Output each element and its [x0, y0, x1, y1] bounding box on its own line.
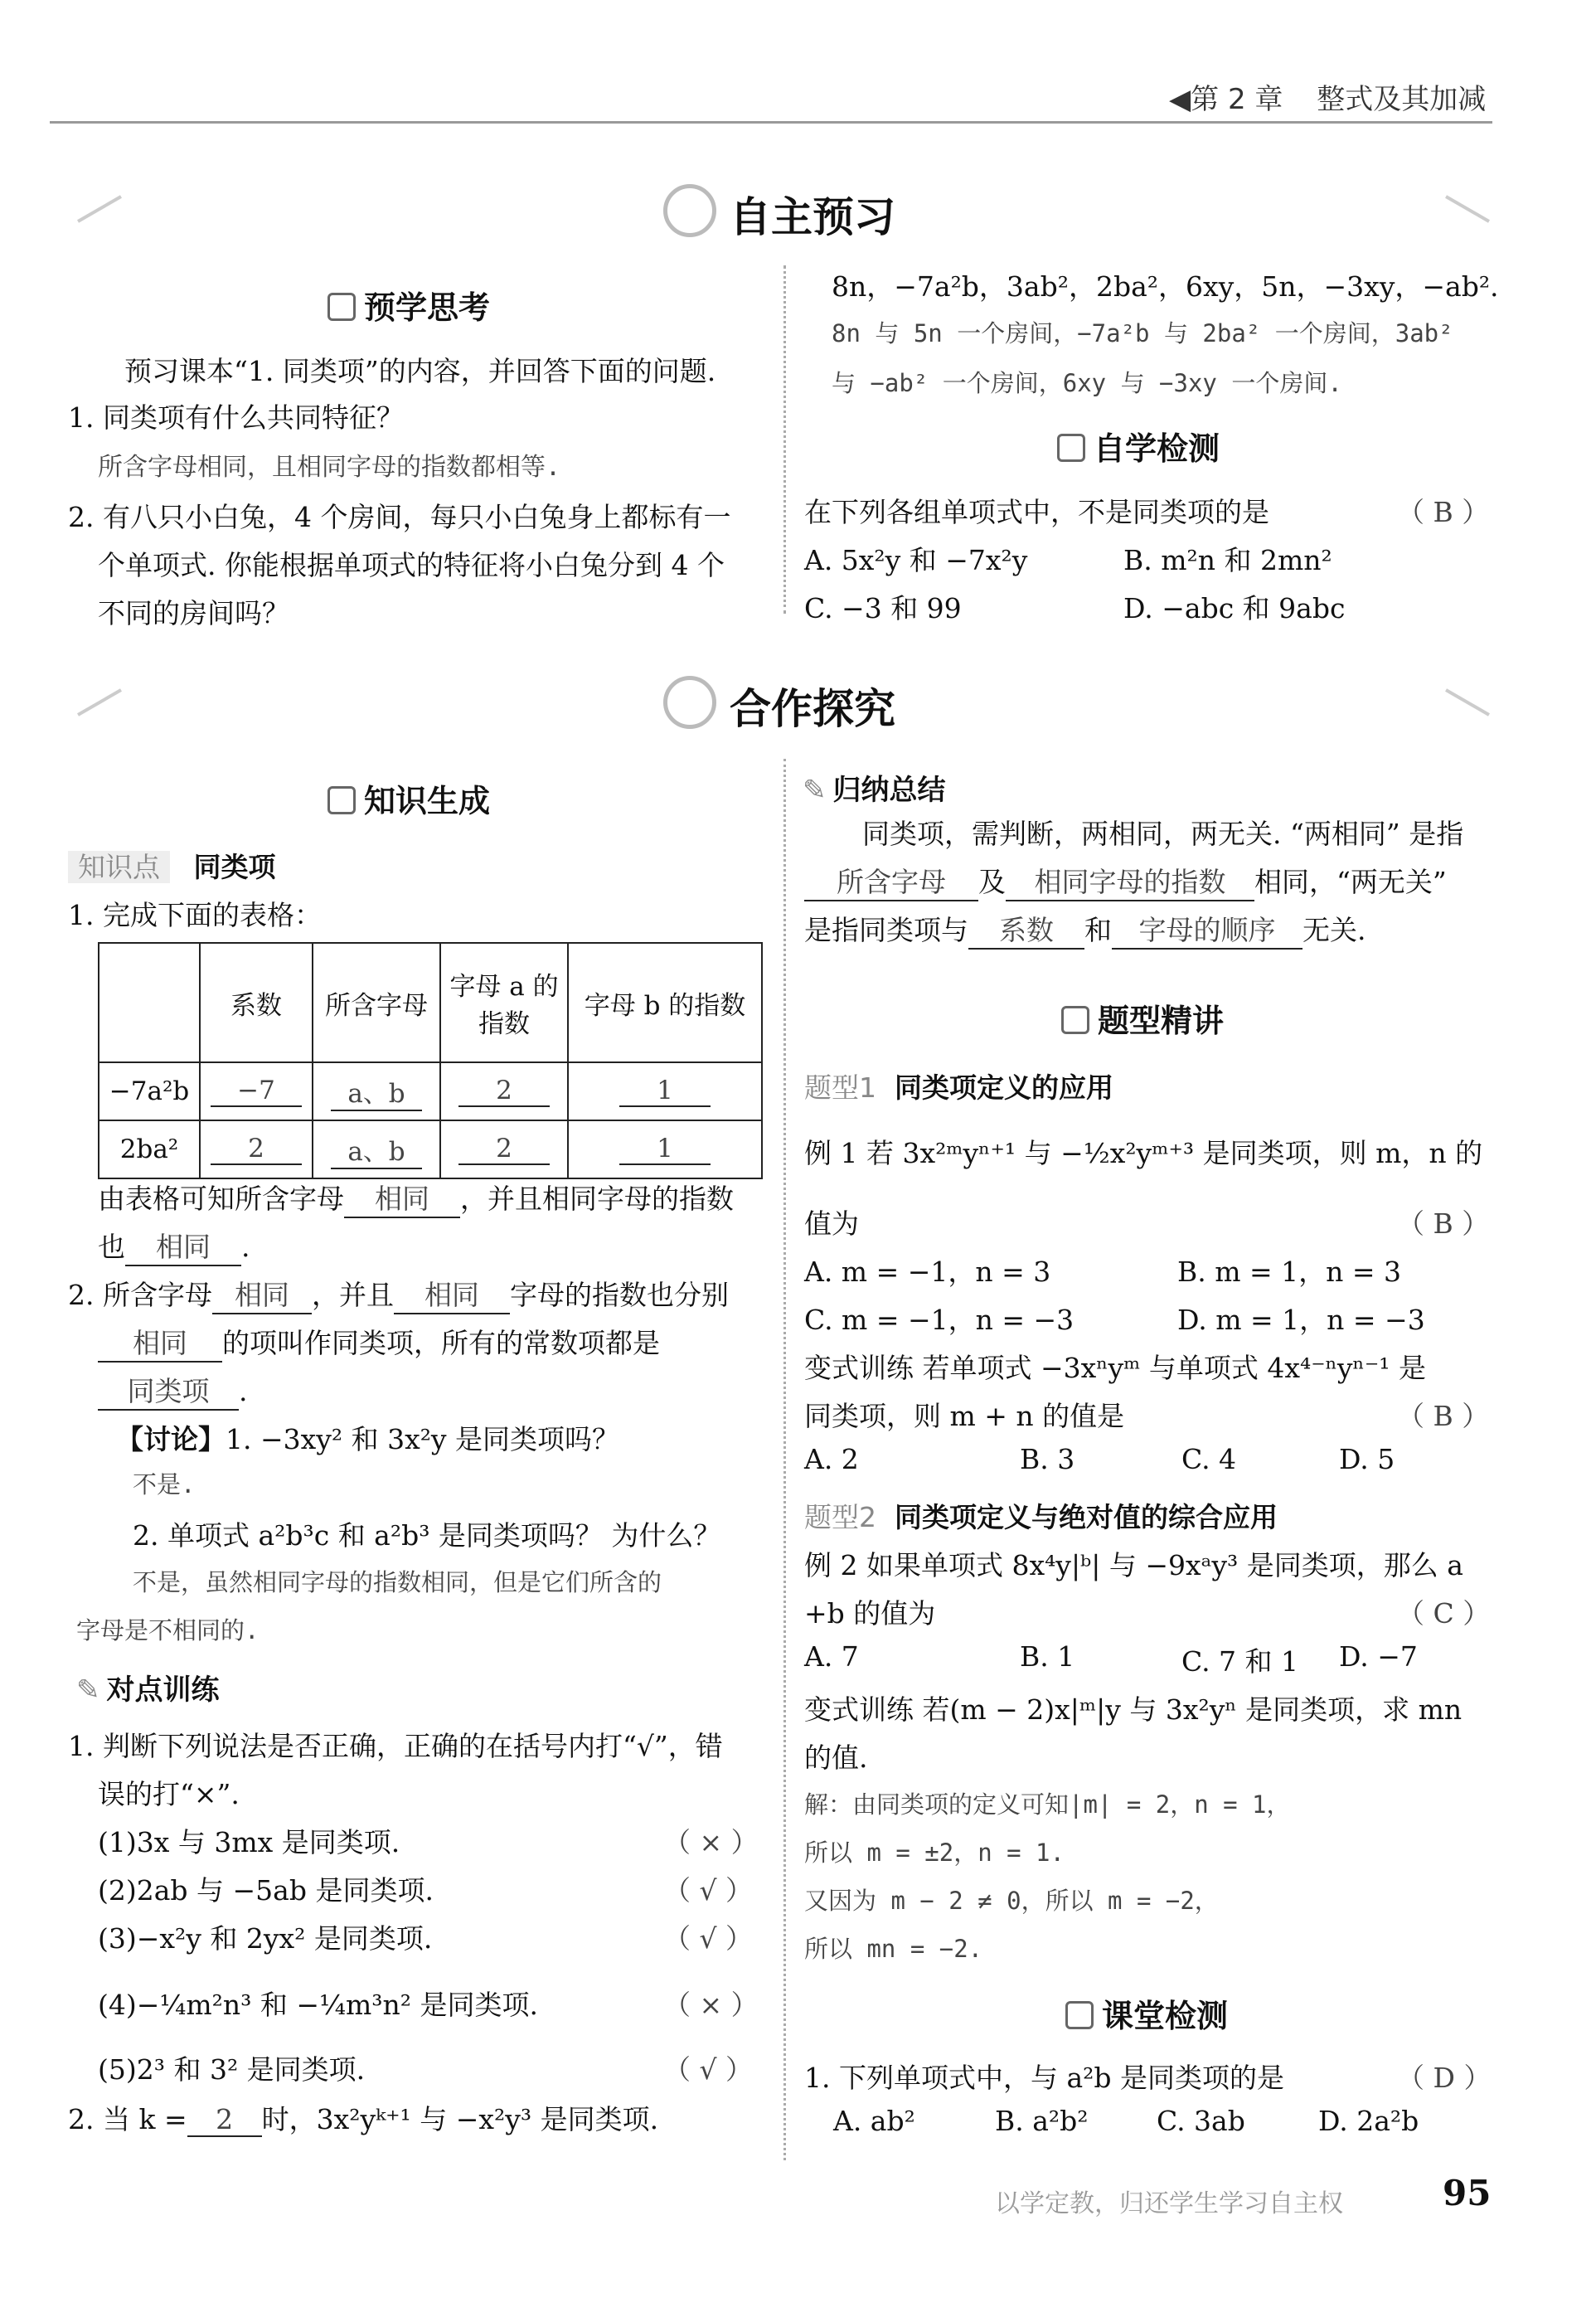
table-row — [99, 1120, 762, 1178]
discussion-1: 【讨论】1. −3xy² 和 3x²y 是同类项吗？ — [116, 1423, 620, 1455]
table-cell: −7a²b — [99, 1062, 200, 1120]
table-header-cell: 字母 a 的指数 — [440, 943, 568, 1062]
question-2-line1: 2. 所含字母 相同 ，并且 相同 字母的指数也分别 — [68, 1274, 729, 1314]
monomial-list: 8n，−7a²b，3ab²，2ba²，6xy，5n，−3xy，−ab². — [832, 270, 1499, 303]
discussion-1-answer: 不是. — [133, 1470, 196, 1499]
blank-answer: 相同字母的指数 — [1006, 861, 1254, 901]
option-c: C. 4 — [1181, 1443, 1237, 1475]
type1-heading: 题型1 同类项定义的应用 — [804, 1071, 1113, 1104]
decor-stroke — [1445, 688, 1490, 716]
summary-line1: 同类项，需判断，两相同，两无关. “两相同” 是指 — [862, 818, 1464, 850]
chapter-topic: 整式及其加减 — [1317, 83, 1487, 116]
subsection-title-knowledge: 知识生成 — [327, 775, 490, 821]
option-b: B. a²b² — [995, 2105, 1089, 2137]
table-cell-answer: 1 — [619, 1134, 711, 1165]
variant-1-line2: 同类项，则 m + n 的值是 — [804, 1400, 1125, 1432]
section-title-explore: 合作探究 — [730, 685, 895, 733]
table-header-cell — [99, 943, 200, 1062]
type-tag: 题型1 — [804, 1071, 876, 1104]
judge-mark: （ √ ） — [663, 1874, 754, 1907]
blank-answer: 相同 — [344, 1178, 460, 1218]
column-divider — [783, 759, 786, 2160]
option-a: A. ab² — [833, 2105, 915, 2137]
table-cell-answer: 1 — [619, 1076, 711, 1107]
subsection-title-summary: ✎ 归纳总结 — [803, 774, 946, 807]
pencil-icon: ✎ — [803, 774, 827, 807]
example-2-answer: （ C ） — [1397, 1597, 1491, 1630]
magnifier-icon — [663, 184, 716, 237]
question-2-line2: 个单项式. 你能根据单项式的特征将小白兔分到 4 个 — [98, 549, 725, 581]
table-question: 1. 完成下面的表格： — [68, 899, 322, 931]
question-2-line2: 相同 的项叫作同类项，所有的常数项都是 — [98, 1322, 660, 1363]
option-c: C. 3ab — [1157, 2105, 1245, 2137]
discussion-2: 2. 单项式 a²b³c 和 a²b³ 是同类项吗？ 为什么？ — [133, 1519, 721, 1552]
question-1: 1. 同类项有什么共同特征？ — [68, 401, 404, 434]
class-check-answer: （ D ） — [1397, 2062, 1492, 2094]
option-a: A. 5x²y 和 −7x²y — [804, 544, 1028, 576]
answer-1: 所含字母相同，且相同字母的指数都相等. — [98, 453, 561, 482]
knowledge-point — [68, 846, 276, 885]
table-header-cell: 所含字母 — [313, 943, 440, 1062]
like-terms-table — [98, 942, 763, 1179]
blank-answer: 系数 — [968, 909, 1084, 950]
table-cell: 2ba² — [99, 1120, 200, 1178]
solution-line3: 又因为 m − 2 ≠ 0，所以 m = −2， — [804, 1887, 1219, 1915]
column-divider — [783, 265, 786, 614]
blank-answer: 字母的顺序 — [1112, 909, 1303, 950]
solution-line1: 解：由同类项的定义可知|m| = 2，n = 1， — [804, 1790, 1291, 1819]
option-a: A. 2 — [804, 1443, 859, 1475]
lecture-icon — [1061, 1006, 1089, 1034]
table-cell-answer: 2 — [458, 1076, 550, 1107]
variant-2-line2: 的值. — [804, 1742, 868, 1774]
table-cell-answer: a、b — [331, 1072, 422, 1111]
judge-item: (3)−x²y 和 2yx² 是同类项. — [98, 1922, 433, 1955]
chapter-header — [1169, 76, 1486, 117]
blank-answer: 2 — [187, 2103, 262, 2137]
chapter-label: ◀第 2 章 — [1169, 83, 1283, 116]
judge-item: (2)2ab 与 −5ab 是同类项. — [98, 1874, 434, 1907]
option-b: B. m = 1，n = 3 — [1177, 1256, 1402, 1288]
judge-mark: （ × ） — [663, 1826, 759, 1858]
selfcheck-answer: （ B ） — [1397, 496, 1490, 528]
option-b: B. 1 — [1020, 1640, 1075, 1673]
section-title-preview: 自主预习 — [730, 193, 895, 241]
summary-line2: 所含字母 及 相同字母的指数 相同，“两无关” — [804, 861, 1447, 901]
blank-answer: 相同 — [125, 1226, 241, 1266]
summary-line3: 是指同类项与 系数 和 字母的顺序 无关. — [804, 909, 1366, 950]
blank-answer: 同类项 — [98, 1370, 239, 1411]
magnifier-icon — [663, 676, 716, 729]
blank-answer: 所含字母 — [804, 861, 978, 901]
judge-item: (5)2³ 和 3² 是同类项. — [98, 2053, 366, 2086]
table-cell-answer: −7 — [211, 1076, 302, 1107]
option-b: B. 3 — [1020, 1443, 1075, 1475]
room-answer-line2: 与 −ab² 一个房间，6xy 与 −3xy 一个房间. — [832, 369, 1342, 397]
training-q2: 2. 当 k = 2 时，3x²yᵏ⁺¹ 与 −x²y³ 是同类项. — [68, 2103, 659, 2135]
variant-1-answer: （ B ） — [1397, 1400, 1490, 1432]
subsection-title-training: ✎ 对点训练 — [76, 1673, 220, 1707]
option-a: A. 7 — [804, 1640, 859, 1673]
table-header-cell: 系数 — [200, 943, 313, 1062]
judge-mark: （ √ ） — [663, 2053, 754, 2086]
example-2-line2: +b 的值为 — [804, 1597, 936, 1630]
blank-answer: 相同 — [394, 1274, 510, 1314]
subsection-title-types: 题型精讲 — [1061, 995, 1224, 1041]
blank-answer: 相同 — [212, 1274, 312, 1314]
discussion-2-answer-line2: 字母是不相同的. — [76, 1616, 260, 1644]
table-cell-answer: 2 — [211, 1134, 302, 1165]
table-header-row — [99, 943, 762, 1062]
decor-stroke — [77, 195, 122, 222]
conclusion-line2: 也 相同 . — [98, 1226, 250, 1266]
variant-1: 变式训练 若单项式 −3xⁿyᵐ 与单项式 4x⁴⁻ⁿyⁿ⁻¹ 是 — [804, 1352, 1426, 1384]
training-q1-line2: 误的打“×”. — [98, 1778, 240, 1810]
header-rule — [50, 121, 1492, 124]
option-d: D. 5 — [1339, 1443, 1395, 1475]
pencil-icon: ✎ — [76, 1673, 100, 1707]
book-icon — [327, 786, 356, 814]
subsection-title-selfcheck: 自学检测 — [1057, 423, 1220, 469]
option-c: C. 7 和 1 — [1181, 1645, 1299, 1678]
option-d: D. −abc 和 9abc — [1123, 592, 1346, 624]
footer-motto: 以学定教，归还学生学习自主权 — [995, 2189, 1343, 2218]
option-d: D. 2a²b — [1318, 2105, 1419, 2137]
subsection-title-classcheck: 课堂检测 — [1065, 1990, 1228, 2036]
example-1-answer: （ B ） — [1397, 1207, 1490, 1240]
knowledge-name: 同类项 — [193, 851, 276, 883]
table-row — [99, 1062, 762, 1120]
judge-item: (4)−¼m²n³ 和 −¼m³n² 是同类项. — [98, 1989, 538, 2021]
judge-mark: （ √ ） — [663, 1922, 754, 1955]
selfcheck-question: 在下列各组单项式中，不是同类项的是 — [804, 496, 1269, 528]
book-icon — [327, 293, 356, 321]
question-2-line3: 同类项 . — [98, 1370, 248, 1411]
conclusion-line1: 由表格可知所含字母 相同 ，并且相同字母的指数 — [98, 1178, 734, 1218]
judge-mark: （ × ） — [663, 1989, 759, 2021]
training-q1-line1: 1. 判断下列说法是否正确，正确的在括号内打“√”，错 — [68, 1730, 723, 1762]
example-1-line2: 值为 — [804, 1207, 859, 1240]
judge-item: (1)3x 与 3mx 是同类项. — [98, 1826, 400, 1858]
class-check-q1: 1. 下列单项式中，与 a²b 是同类项的是 — [804, 2062, 1284, 2094]
option-b: B. m²n 和 2mn² — [1123, 544, 1332, 576]
solution-line2: 所以 m = ±2，n = 1. — [804, 1839, 1065, 1867]
variant-2: 变式训练 若(m − 2)x|ᵐ|y 与 3x²yⁿ 是同类项，求 mn — [804, 1693, 1463, 1726]
example-2: 例 2 如果单项式 8x⁴y|ᵇ| 与 −9xᵃy³ 是同类项，那么 a — [804, 1549, 1463, 1581]
option-c: C. −3 和 99 — [804, 592, 962, 624]
discussion-2-answer-line1: 不是，虽然相同字母的指数相同，但是它们所含的 — [133, 1568, 662, 1596]
option-d: D. m = 1，n = −3 — [1177, 1304, 1425, 1336]
decor-stroke — [77, 688, 122, 716]
question-2-line1: 2. 有八只小白兔，4 个房间，每只小白兔身上都标有一 — [68, 501, 731, 533]
check-icon — [1057, 434, 1085, 462]
type-tag: 题型2 — [804, 1501, 876, 1533]
table-header-cell: 字母 b 的指数 — [568, 943, 762, 1062]
option-d: D. −7 — [1339, 1640, 1418, 1673]
solution-line4: 所以 mn = −2. — [804, 1935, 983, 1963]
room-answer-line1: 8n 与 5n 一个房间，−7a²b 与 2ba² 一个房间，3ab² — [832, 319, 1453, 347]
decor-stroke — [1445, 195, 1490, 222]
option-c: C. m = −1，n = −3 — [804, 1304, 1075, 1336]
subsection-title-think: 预学思考 — [327, 282, 490, 328]
table-cell-answer: 2 — [458, 1134, 550, 1165]
intro-text: 预习课本“1. 同类项”的内容，并回答下面的问题. — [124, 355, 716, 387]
table-cell-answer: a、b — [331, 1130, 422, 1169]
question-2-line3: 不同的房间吗？ — [98, 597, 289, 629]
check-icon — [1065, 2001, 1094, 2029]
blank-answer: 相同 — [98, 1322, 222, 1363]
knowledge-tag: 知识点 — [68, 851, 170, 883]
type2-heading: 题型2 同类项定义与绝对值的综合应用 — [804, 1501, 1278, 1533]
option-a: A. m = −1，n = 3 — [804, 1256, 1051, 1288]
page-number: 95 — [1443, 2173, 1492, 2213]
example-1: 例 1 若 3x²ᵐyⁿ⁺¹ 与 −½x²yᵐ⁺³ 是同类项，则 m，n 的 — [804, 1137, 1483, 1169]
